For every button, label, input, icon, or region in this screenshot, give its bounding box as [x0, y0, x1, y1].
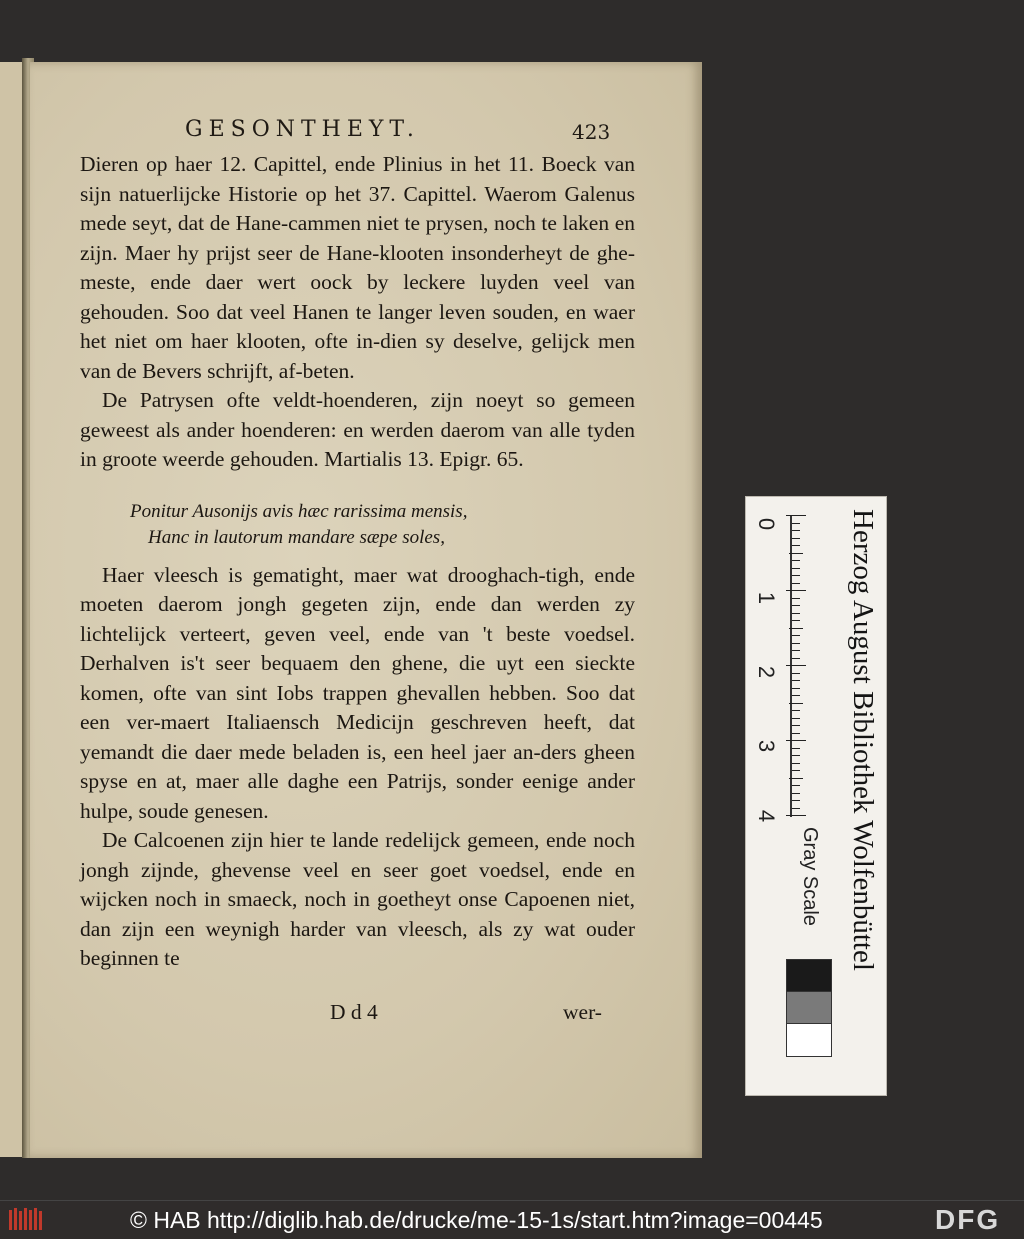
ruler-tick [789, 703, 803, 704]
ruler-number-4: 4 [754, 809, 780, 823]
catchword: wer- [563, 1000, 602, 1024]
ruler-tick [792, 695, 800, 696]
ruler-ticks [786, 515, 836, 817]
ruler-tick [792, 785, 800, 786]
ruler-tick [786, 815, 806, 816]
ruler-tick [789, 778, 803, 779]
page-body [80, 150, 635, 974]
signature-mark: D d 4 [330, 1000, 378, 1024]
running-head: GESONTHEYT. [185, 117, 420, 142]
ruler-tick [792, 725, 800, 726]
ruler-tick [792, 523, 800, 524]
ruler-tick [786, 515, 806, 516]
ruler-tick [786, 665, 806, 666]
library-logo-icon[interactable] [6, 1205, 48, 1235]
ruler-tick [792, 748, 800, 749]
ruler-tick [789, 553, 803, 554]
ruler-tick [792, 733, 800, 734]
paragraph-3: Haer vleesch is gematight, maer wat drooghach-tigh, ende moeten daerom jongh gegeten zijn, ende dan werden zy lichtelijck verteert, geven veel, ende van 't beste voedsel. Derhalven is't seer bequaem den ghene, die uyt een sieckte komen, ofte van sint Iobs trappen ghevallen hebben. Soo dat een ver-maert Italiaensch Medicijn geschreven heeft, dat yemandt die daer mede beladen is, een heel jaer an-ders gheen spyse en at, maer alle daghe een Patrijs, sonder eenige ander hulpe, soude genesen. [80, 562, 635, 823]
ruler-tick [786, 740, 806, 741]
gray-swatch-mid [786, 991, 832, 1025]
ruler-tick [792, 673, 800, 674]
ruler-number-3: 3 [754, 739, 780, 753]
ruler-tick [792, 650, 800, 651]
ruler-tick [792, 635, 800, 636]
ruler-tick [792, 643, 800, 644]
ruler-number-2: 2 [754, 665, 780, 679]
footer-bar [0, 1200, 1024, 1239]
gray-swatch-black [786, 959, 832, 993]
ruler-tick [792, 605, 800, 606]
ruler-tick [792, 718, 800, 719]
library-name: Herzog August Bibliothek Wolfenbüttel [847, 509, 879, 971]
ruler-tick [792, 560, 800, 561]
dfg-logo[interactable]: DFG [935, 1204, 1001, 1235]
ruler-tick [792, 598, 800, 599]
ruler-tick [789, 628, 803, 629]
paragraph-1: Dieren op haer 12. Capittel, ende Plinius in het 11. Boeck van sijn natuerlijcke Historie op het 37. Capittel. Waerom Galenus mede seyt, dat de Hane-cammen niet te prysen, noch te laken en zijn. Maer hy prijst seer de Hane-klooten insonderheyt de ghe-meste, ende daer wert oock by leckere luyden veel van gehouden. Soo dat veel Hanen te langer leven souden, en waer het niet om haer klooten, ofte in-dien sy deselve, gelijck men van de Bevers schrijft, af-beten. [80, 152, 635, 383]
ruler-tick [786, 590, 806, 591]
verse-quote [80, 499, 635, 551]
ruler-tick [792, 763, 800, 764]
gray-scale-label: Gray Scale [799, 827, 821, 926]
ruler-tick [792, 658, 800, 659]
ruler-tick [792, 575, 800, 576]
ruler-tick [792, 800, 800, 801]
paragraph-4: De Calcoenen zijn hier te lande redelijck gemeen, ende noch jongh zijnde, ghevense veel en seer goet voedsel, ende en wijcken noch in smaeck, noch in goetheyt onse Capoenen niet, dan zijn een weynigh harder van vleesch, als zy wat ouder beginnen te [80, 828, 635, 970]
ruler-tick [792, 530, 800, 531]
ruler-tick [792, 613, 800, 614]
ruler-number-1: 1 [754, 591, 780, 605]
ruler-tick [792, 808, 800, 809]
ruler-tick [792, 545, 800, 546]
ruler-tick [792, 710, 800, 711]
ruler-tick [792, 680, 800, 681]
ruler-tick [792, 793, 800, 794]
ruler-tick [792, 770, 800, 771]
gray-swatch-white [786, 1023, 832, 1057]
copyright-url[interactable]: © HAB http://diglib.hab.de/drucke/me-15-1s/start.htm?image=00445 [130, 1207, 823, 1233]
page-number: 423 [572, 120, 611, 144]
verse-line-2: Hanc in lautorum mandare sæpe soles, [148, 526, 445, 548]
ruler-tick [792, 620, 800, 621]
ruler-tick [792, 568, 800, 569]
ruler-number-0: 0 [754, 517, 780, 531]
verse-line-1: Ponitur Ausonijs avis hæc rarissima mensis, [130, 500, 468, 522]
paragraph-2: De Patrysen ofte veldt-hoenderen, zijn noeyt so gemeen geweest als ander hoenderen: en werden daerom van alle tyden in groote weerde gehouden. Martialis 13. Epigr. 65. [80, 388, 635, 471]
ruler-tick [792, 755, 800, 756]
ruler-tick [792, 583, 800, 584]
scale-ruler [745, 496, 887, 1096]
ruler-tick [792, 688, 800, 689]
ruler-tick [792, 538, 800, 539]
